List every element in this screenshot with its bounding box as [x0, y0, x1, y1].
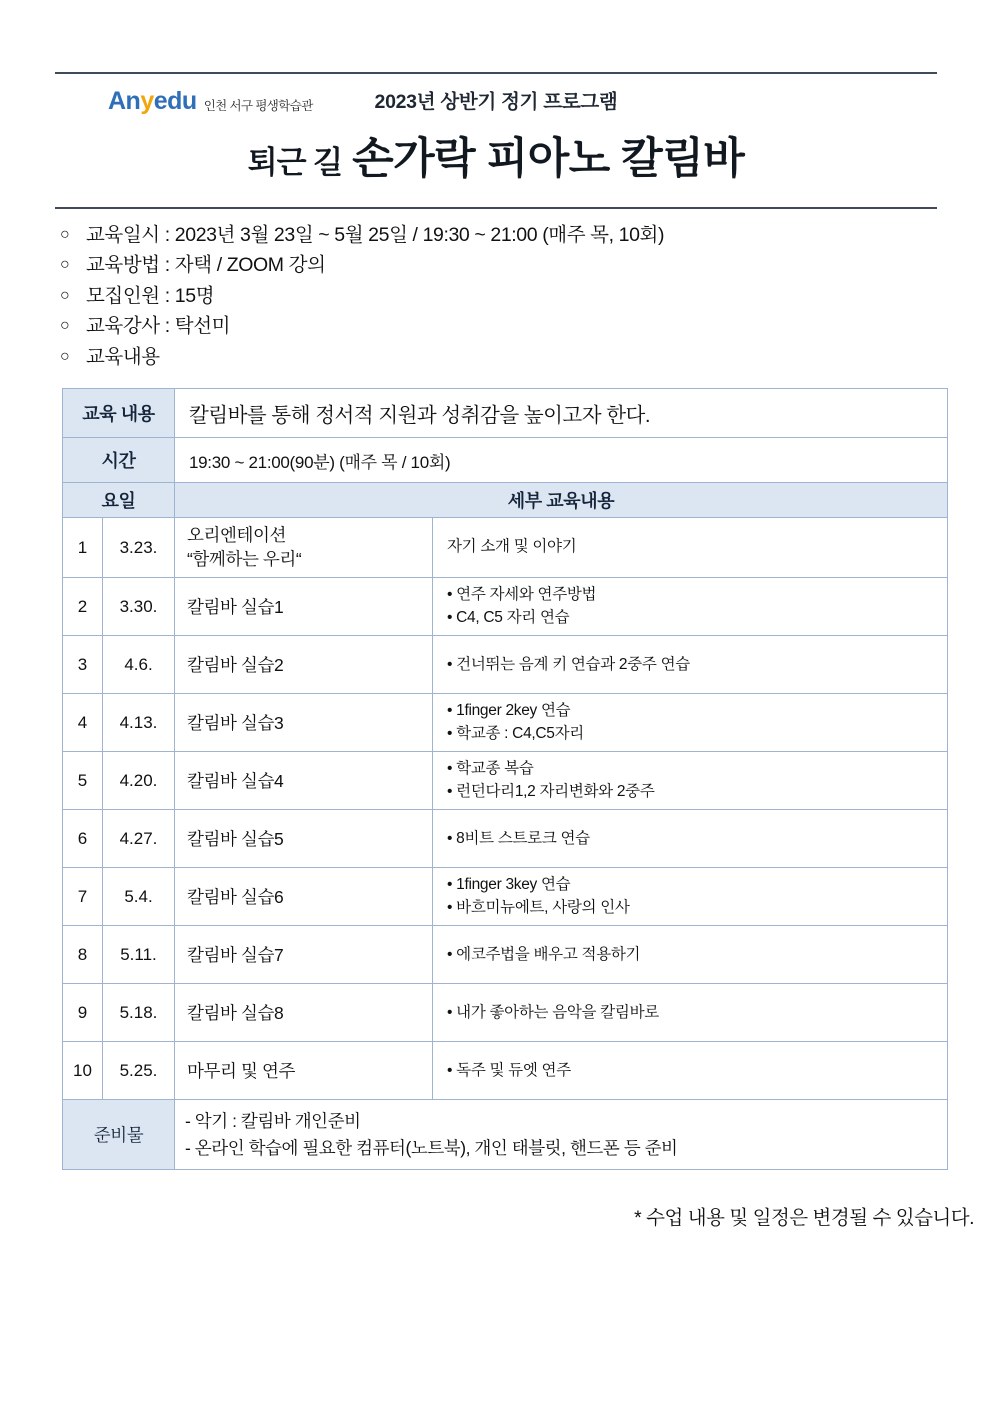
- session-detail-item: 런던다리1,2 자리변화와 2중주: [456, 782, 655, 800]
- bullet-icon: ○: [60, 256, 70, 274]
- goal-label: 교육 내용: [63, 389, 175, 438]
- goal-value: 칼림바를 통해 정서적 지원과 성취감을 높이고자 한다.: [175, 389, 948, 438]
- session-number: 3: [63, 636, 103, 694]
- preparation-line: - 온라인 학습에 필요한 컴퓨터(노트북), 개인 태블릿, 핸드폰 등 준비: [185, 1137, 678, 1158]
- session-detail: [433, 518, 948, 578]
- detail-bullet-icon: •: [447, 586, 457, 604]
- detail-bullet-icon: •: [447, 760, 457, 778]
- session-date: 5.18.: [103, 984, 175, 1042]
- session-date: 5.11.: [103, 926, 175, 984]
- info-row: [60, 281, 932, 311]
- info-row: [60, 250, 932, 280]
- session-number: 2: [63, 578, 103, 636]
- logo-wordmark-part1: An: [108, 86, 141, 115]
- table-row-preparation: [63, 1100, 948, 1170]
- session-number: 6: [63, 810, 103, 868]
- session-topic: [175, 518, 433, 578]
- session-number: 8: [63, 926, 103, 984]
- page-title-main: 손가락 피아노 칼림바: [352, 135, 745, 183]
- session-detail-item: 학교종 : C4,C5자리: [456, 724, 584, 742]
- session-topic-line2: “함께하는 우리“: [187, 548, 302, 569]
- detail-column-header: 세부 교육내용: [175, 483, 948, 518]
- session-detail-item: 내가 좋아하는 음악을 칼림바로: [456, 1003, 659, 1021]
- info-row: [60, 220, 932, 250]
- session-topic: 칼림바 실습7: [175, 926, 433, 984]
- detail-bullet-icon: •: [447, 829, 457, 847]
- session-date: 5.25.: [103, 1042, 175, 1100]
- table-row: [63, 578, 948, 636]
- session-detail-item: 연주 자세와 연주방법: [456, 586, 597, 604]
- session-date: 4.27.: [103, 810, 175, 868]
- session-topic-line1: 오리엔테이션: [187, 525, 287, 545]
- session-detail-item: 1finger 2key 연습: [456, 702, 571, 720]
- session-detail: [433, 868, 948, 926]
- session-detail-item: 8비트 스트로크 연습: [456, 829, 590, 847]
- bullet-icon: ○: [60, 347, 70, 365]
- info-text: 교육방법 : 자택 / ZOOM 강의: [86, 254, 326, 277]
- session-topic: 칼림바 실습5: [175, 810, 433, 868]
- session-date: 4.6.: [103, 636, 175, 694]
- session-date: 4.20.: [103, 752, 175, 810]
- detail-bullet-icon: •: [447, 782, 457, 800]
- session-detail: [433, 1042, 948, 1100]
- info-text: 교육내용: [86, 345, 160, 368]
- session-topic: 칼림바 실습6: [175, 868, 433, 926]
- curriculum-table: [62, 388, 948, 1170]
- table-row: [63, 868, 948, 926]
- day-column-header: 요일: [63, 483, 175, 518]
- table-row: [63, 984, 948, 1042]
- table-row: [63, 1042, 948, 1100]
- session-detail-item: 1finger 3key 연습: [456, 876, 571, 894]
- info-text: 교육강사 : 탁선미: [86, 315, 231, 338]
- detail-bullet-icon: •: [447, 1003, 457, 1021]
- header-divider-bottom: [55, 207, 937, 209]
- session-number: 4: [63, 694, 103, 752]
- detail-bullet-icon: •: [447, 876, 457, 894]
- session-detail: [433, 752, 948, 810]
- table-row: [63, 752, 948, 810]
- session-topic: 칼림바 실습4: [175, 752, 433, 810]
- preparation-body: [175, 1100, 948, 1170]
- session-detail: [433, 984, 948, 1042]
- session-number: 9: [63, 984, 103, 1042]
- session-number: 5: [63, 752, 103, 810]
- info-row: [60, 342, 932, 372]
- table-row: [63, 694, 948, 752]
- session-number: 1: [63, 518, 103, 578]
- session-detail: [433, 578, 948, 636]
- session-date: 5.4.: [103, 868, 175, 926]
- session-detail: [433, 694, 948, 752]
- logo-wordmark-part3: edu: [153, 86, 197, 115]
- time-value: 19:30 ~ 21:00(90분) (매주 목 / 10회): [175, 438, 948, 483]
- table-row: [63, 636, 948, 694]
- table-row-goal: [63, 389, 948, 438]
- info-text: 모집인원 : 15명: [86, 284, 215, 307]
- session-detail-item: 바흐미뉴에트, 사랑의 인사: [456, 898, 630, 916]
- preparation-line: - 악기 : 칼림바 개인준비: [185, 1111, 361, 1132]
- session-detail-item: C4, C5 자리 연습: [456, 608, 570, 626]
- table-row: [63, 926, 948, 984]
- session-detail: [433, 636, 948, 694]
- session-detail-item: 에코주법을 배우고 적용하기: [456, 945, 641, 963]
- session-date: 4.13.: [103, 694, 175, 752]
- table-row: [63, 518, 948, 578]
- session-topic: 마무리 및 연주: [175, 1042, 433, 1100]
- session-detail-item: 학교종 복습: [456, 760, 534, 778]
- course-info-list: [60, 220, 932, 372]
- session-detail-item: 독주 및 듀엣 연주: [456, 1061, 571, 1079]
- logo-subtitle: 인천 서구 평생학습관: [203, 99, 313, 113]
- page-title: [0, 125, 992, 186]
- bullet-icon: ○: [60, 226, 70, 243]
- detail-bullet-icon: •: [447, 898, 457, 916]
- page-title-prefix: 퇴근 길: [247, 145, 343, 180]
- session-date: 3.23.: [103, 518, 175, 578]
- info-row: [60, 311, 932, 341]
- session-detail: [433, 926, 948, 984]
- session-date: 3.30.: [103, 578, 175, 636]
- curriculum-table-wrap: [62, 388, 948, 1170]
- detail-bullet-icon: •: [447, 655, 457, 673]
- session-topic: 칼림바 실습3: [175, 694, 433, 752]
- header-divider-top: [55, 72, 937, 74]
- detail-bullet-icon: •: [447, 1061, 457, 1079]
- info-text: 교육일시 : 2023년 3월 23일 ~ 5월 25일 / 19:30 ~ 21:00 (매주 목, 10회): [86, 224, 665, 246]
- session-detail-item: 건너뛰는 음계 키 연습과 2중주 연습: [456, 655, 690, 673]
- table-row-columns: [63, 483, 948, 518]
- program-label: 2023년 상반기 정기 프로그램: [374, 91, 618, 113]
- session-topic: 칼림바 실습8: [175, 984, 433, 1042]
- detail-bullet-icon: •: [447, 724, 457, 742]
- session-detail: [433, 810, 948, 868]
- table-row-time: [63, 438, 948, 483]
- detail-bullet-icon: •: [447, 608, 457, 626]
- preparation-label: 준비물: [63, 1100, 175, 1170]
- detail-bullet-icon: •: [447, 702, 457, 720]
- session-topic: 칼림바 실습2: [175, 636, 433, 694]
- bullet-icon: ○: [60, 286, 70, 304]
- session-topic: 칼림바 실습1: [175, 578, 433, 636]
- logo-wordmark-part2: y: [140, 86, 154, 115]
- bullet-icon: ○: [60, 317, 70, 335]
- session-number: 10: [63, 1042, 103, 1100]
- detail-bullet-icon: •: [447, 945, 457, 963]
- session-detail-item: 자기 소개 및 이야기: [447, 538, 577, 556]
- time-label: 시간: [63, 438, 175, 483]
- footnote: * 수업 내용 및 일정은 변경될 수 있습니다.: [634, 1207, 974, 1229]
- table-row: [63, 810, 948, 868]
- session-number: 7: [63, 868, 103, 926]
